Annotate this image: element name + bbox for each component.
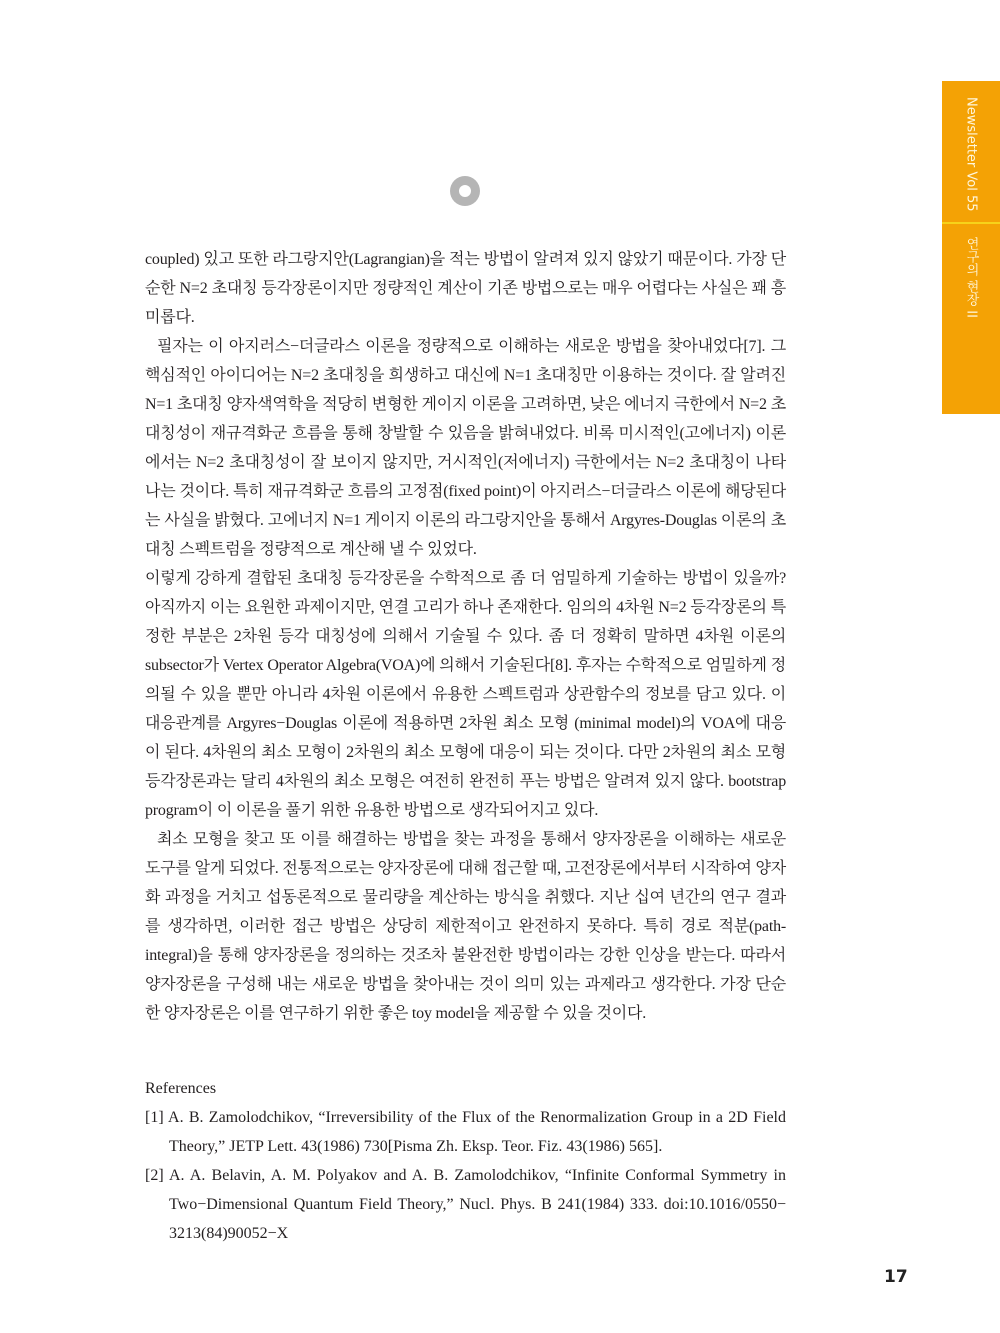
page-number: 17 — [884, 1267, 908, 1287]
references — [145, 1074, 786, 1248]
paragraph: 이렇게 강하게 결합된 초대칭 등각장론을 수학적으로 좀 더 엄밀하게 기술하는 방법이 있을까? 아직까지 이는 요원한 과제이지만, 연결 고리가 하나 존재한다. 임의의 4차원 N=2 등각장론의 특정한 부분은 2차원 등각 대칭성에 의해서 기술될 수 있다. 좀 더 정확히 말하면 4차원 이론의 subsector가 Vertex Operator Algebra(VOA)에 의해서 기술된다[8]. 후자는 수학적으로 엄밀하게 정의될 수 있을 뿐만 아니라 4차원 이론에서 유용한 스펙트럼과 상관함수의 정보를 담고 있다. 이 대응관계를 Argyres−Douglas 이론에 적용하면 2차원 최소 모형 (minimal model)의 VOA에 대응이 된다. 4차원의 최소 모형이 2차원의 최소 모형에 대응이 되는 것이다. 다만 2차원의 최소 모형 등각장론과는 달리 4차원의 최소 모형은 여전히 완전히 푸는 방법은 알려져 있지 않다. bootstrap program이 이 이론을 풀기 위한 유용한 방법으로 생각되어지고 있다. — [145, 570, 786, 819]
paragraph: 최소 모형을 찾고 또 이를 해결하는 방법을 찾는 과정을 통해서 양자장론을 이해하는 새로운 도구를 알게 되었다. 전통적으로는 양자장론에 대해 접근할 때, 고전장론에서부터 시작하여 양자화 과정을 거치고 섭동론적으로 물리량을 계산하는 방식을 취했다. 지난 십여 년간의 연구 결과를 생각하면, 이러한 접근 방법은 상당히 제한적이고 완전하지 못하다. 특히 경로 적분(path-integral)을 통해 양자장론을 정의하는 것조차 불완전한 방법이라는 강한 인상을 받는다. 따라서 양자장론을 구성해 내는 새로운 방법을 찾아내는 것이 의미 있는 과제라고 생각한다. 가장 단순한 양자장론은 이를 연구하기 위한 좋은 toy model을 제공할 수 있을 것이다. — [145, 831, 786, 1022]
reference-item: [2] A. A. Belavin, A. M. Polyakov and A. B. Zamolodchikov, “Infinite Conformal Symmetry in Two−Dimensional Quantum Field Theory,” Nucl. Phys. B 241(1984) 333. doi:10.1016/0550− 3213(84)90052−X — [145, 1167, 786, 1242]
newsletter-volume: Newsletter Vol 55 — [963, 97, 979, 212]
tab-divider — [942, 222, 1000, 224]
references-heading: References — [145, 1080, 217, 1097]
reference-item: [1] A. B. Zamolodchikov, “Irreversibility of the Flux of the Renormalization Group in a 2D Field Theory,” JETP Lett. 43(1986) 730[Pisma Zh. Eksp. Teor. Fiz. 43(1986) 565]. — [145, 1109, 786, 1155]
section-title: 연구의 현장 II — [963, 237, 979, 318]
paragraph: coupled) 있고 또한 라그랑지안(Lagrangian)을 적는 방법이 알려져 있지 않았기 때문이다. 가장 단순한 N=2 초대칭 등각장론이지만 정량적인 계산이 기존 방법으로는 매우 어렵다는 사실은 꽤 흥미롭다. — [145, 251, 786, 326]
paragraph: 필자는 이 아지러스−더글라스 이론을 정량적으로 이해하는 새로운 방법을 찾아내었다[7]. 그 핵심적인 아이디어는 N=2 초대칭을 희생하고 대신에 N=1 초대칭만 이용하는 것이다. 잘 알려진 N=1 초대칭 양자색역학을 적당히 변형한 게이지 이론을 고려하면, 낮은 에너지 극한에서 N=2 초대칭성이 재규격화군 흐름을 통해 창발할 수 있음을 밝혀내었다. 비록 미시적인(고에너지) 이론에서는 N=2 초대칭성이 잘 보이지 않지만, 거시적인(저에너지) 극한에서는 N=2 초대칭이 나타나는 것이다. 특히 재규격화군 흐름의 고정점(fixed point)이 아지러스−더글라스 이론에 해당된다는 사실을 밝혔다. 고에너지 N=1 게이지 이론의 라그랑지안을 통해서 Argyres-Douglas 이론의 초대칭 스펙트럼을 정량적으로 계산해 낼 수 있었다. — [145, 338, 786, 558]
article-body — [145, 245, 786, 1028]
circle-ornament-icon — [450, 176, 480, 206]
section-tab — [942, 81, 1000, 414]
